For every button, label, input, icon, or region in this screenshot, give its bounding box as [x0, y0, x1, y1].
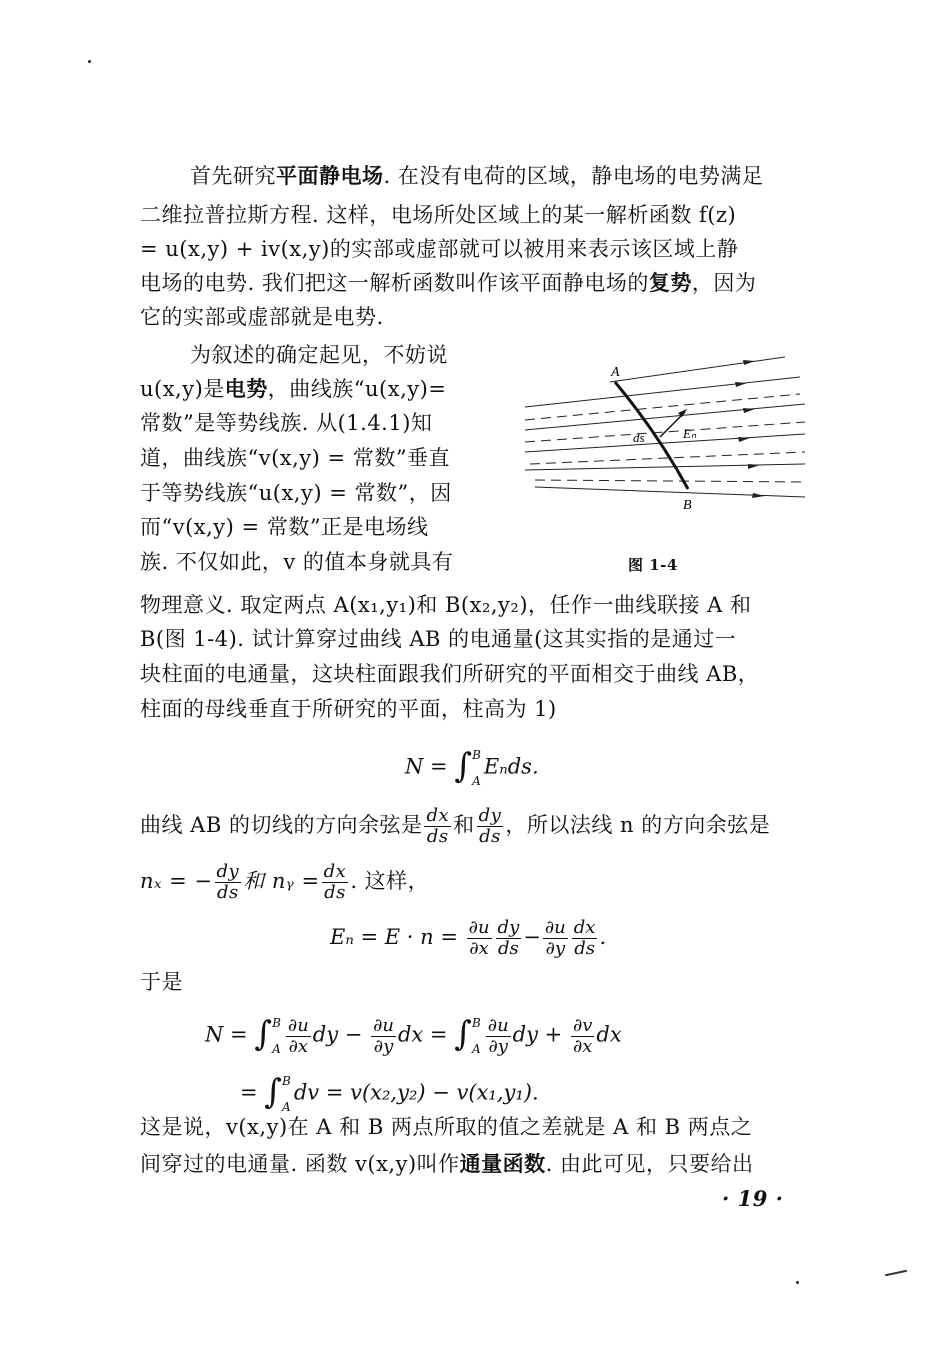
- field-line: [525, 404, 805, 430]
- normal-components-line: nₓ = − $\frac{dy}{ds}$ 和 nᵧ = $\frac{dx}{ds}$ . 这样，: [140, 861, 430, 903]
- integral-sign: ∫: [254, 1014, 273, 1054]
- p2-line11: 柱面的母线垂直于所研究的平面，柱高为 1): [140, 697, 557, 721]
- direction-cosine-line: 曲线 AB 的切线的方向余弦是 $\frac{dx}{ds}$ 和 $\frac{dy}{ds}$ ，所以法线 n 的方向余弦是: [140, 805, 771, 847]
- label-en: Eₙ: [683, 426, 697, 441]
- p2-line6: 而“v(x,y) = 常数”正是电场线: [140, 515, 429, 539]
- integral-sign: ∫: [264, 1072, 283, 1112]
- p1-line2: 二维拉普拉斯方程. 这样，电场所处区域上的某一解析函数 f(z): [140, 203, 737, 227]
- label-ds: ds: [633, 430, 645, 445]
- p3-line1: 这是说，v(x,y)在 A 和 B 两点所取的值之差就是 A 和 B 两点之: [140, 1115, 753, 1139]
- p2-line10: 块柱面的电通量，这块柱面跟我们所研究的平面相交于曲线 AB，: [140, 662, 760, 686]
- p2-line2: u(x,y)是电势，曲线族“u(x,y)=: [140, 376, 447, 401]
- p2-line3: 常数”是等势线族. 从(1.4.1)知: [140, 411, 433, 435]
- curve-ab: [615, 382, 688, 489]
- p2-line5: 于等势线族“u(x,y) = 常数”，因: [140, 481, 452, 505]
- p1-line1: 首先研究平面静电场. 在没有电荷的区域，静电场的电势满足: [190, 163, 764, 188]
- yushi-text: 于是: [140, 970, 183, 994]
- scan-speck: [796, 1281, 799, 1284]
- p1-line4: 电场的电势. 我们把这一解析函数叫作该平面静电场的复势，因为: [140, 270, 757, 295]
- dashed-line: [525, 394, 800, 420]
- arrowhead: [743, 360, 755, 365]
- equation-flux-integral: N = ∫ B A Eₙds.: [405, 746, 539, 788]
- integral-sign: ∫: [454, 746, 473, 786]
- scan-speck: [88, 60, 91, 63]
- page-number: · 19 ·: [722, 1186, 784, 1211]
- equation-flux-result: = ∫ B A dv = v(x₂,y₂) − v(x₁,y₁).: [240, 1072, 539, 1114]
- equation-flux-expanded: N = ∫ B A $\frac{\partial u}{\partial x}$ dy − $\frac{\partial u}{\partial y}$ dx = ∫ B A $\frac{\partial u}{\partial y}$ dy + $\frac{\partial v}{\partial x}$ dx: [205, 1014, 622, 1057]
- p1-line3: = u(x,y) + iv(x,y)的实部或虚部就可以被用来表示该区域上静: [140, 237, 739, 261]
- field-line: [525, 464, 805, 470]
- label-b: B: [683, 498, 692, 513]
- integral-sign: ∫: [454, 1014, 472, 1054]
- scan-mark: [885, 1270, 907, 1277]
- figure-field-lines: [515, 352, 815, 522]
- p2-line4: 道，曲线族“v(x,y) = 常数”垂直: [140, 446, 451, 470]
- figure-caption: 图 1-4: [628, 556, 678, 574]
- p3-line2: 间穿过的电通量. 函数 v(x,y)叫作通量函数. 由此可见，只要给出: [140, 1151, 754, 1176]
- equation-normal-component: Eₙ = E · n = $\frac{\partial u}{\partial x}$ $\frac{dy}{ds}$ − $\frac{\partial u}{\partial y}$ $\frac{dx}{ds}$ .: [330, 917, 607, 959]
- p2-line1: 为叙述的确定起见，不妨说: [190, 343, 448, 367]
- p2-line8: 物理意义. 取定两点 A(x₁,y₁)和 B(x₂,y₂)，任作一曲线联接 A 和: [140, 593, 752, 617]
- label-a: A: [611, 365, 620, 380]
- p2-line9: B(图 1-4). 试计算穿过曲线 AB 的电通量(这其实指的是通过一: [140, 627, 737, 651]
- p2-line7: 族. 不仅如此，v 的值本身就具有: [140, 550, 454, 574]
- field-line: [535, 487, 805, 497]
- field-line: [610, 357, 785, 382]
- dashed-line: [535, 480, 805, 482]
- p1-line5: 它的实部或虚部就是电势.: [140, 305, 384, 329]
- field-line: [525, 377, 800, 407]
